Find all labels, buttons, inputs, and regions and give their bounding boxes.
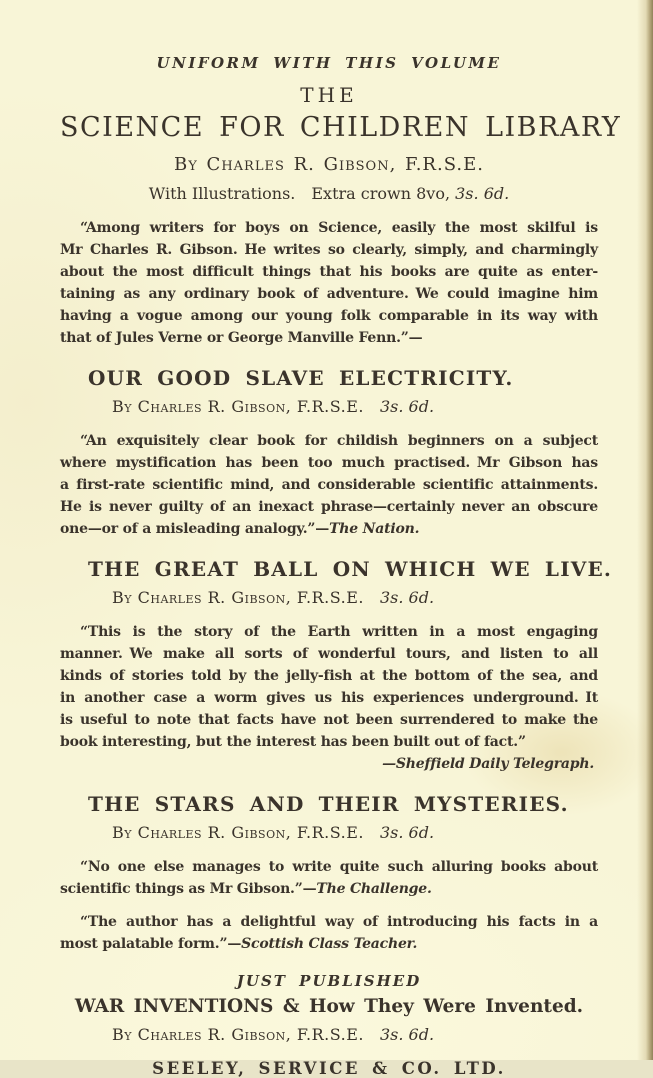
quote-line: in another case a worm gives us his experiences underground. It [60, 690, 598, 706]
quote-line: “No one else manages to write quite such alluring books about [80, 859, 598, 875]
quote-line: “An exquisitely clear book for childish beginners on a subject [80, 433, 598, 449]
book-review-quote [60, 430, 598, 540]
book-review-quote [60, 621, 598, 775]
review-source: —Sheffield Daily Telegraph. [382, 756, 594, 772]
book-section-electricity [60, 366, 598, 540]
just-published-note: JUST PUBLISHED [236, 972, 422, 990]
book-title: OUR GOOD SLAVE ELECTRICITY. [88, 366, 514, 390]
book-byline [60, 588, 598, 607]
series-title: SCIENCE FOR CHILDREN LIBRARY [60, 112, 622, 143]
book-byline [60, 1025, 598, 1044]
quote-line: that of Jules Verne or George Manville Fenn.”— [60, 330, 423, 346]
book-section-great-ball [60, 557, 613, 775]
quote-line: “The author has a delightful way of introducing his facts in a [80, 914, 598, 930]
format-text: With Illustrations. Extra crown 8vo, [148, 184, 456, 203]
quote-line: taining as any ordinary book of adventure. We could imagine him [60, 286, 598, 302]
byline-author: By Charles R. Gibson, F.R.S.E. [112, 1025, 364, 1044]
review-source: The Challenge. [316, 881, 432, 897]
new-book-title: WAR INVENTIONS & How They Were Invented. [74, 996, 584, 1017]
byline-author: By Charles R. Gibson, F.R.S.E. [112, 397, 364, 416]
price-text: 3s. 6d. [455, 184, 510, 203]
quote-line: is useful to note that facts have not been surrendered to make the [60, 712, 598, 728]
quote-last-line [60, 878, 598, 900]
quote-line: “Among writers for boys on Science, easily the most skilful is [80, 220, 598, 236]
book-byline [60, 823, 598, 842]
series-review-quote [60, 217, 598, 349]
byline-price: 3s. 6d. [379, 588, 435, 607]
series-title-article: THE [300, 83, 358, 107]
publisher-imprint: SEELEY, SERVICE & CO. LTD. [152, 1059, 506, 1078]
byline-price: 3s. 6d. [379, 397, 435, 416]
byline-price: 3s. 6d. [379, 1025, 435, 1044]
quote-line: where mystification has been too much practised. Mr Gibson has [60, 455, 598, 471]
quote-line: manner. We make all sorts of wonderful tours, and listen to all [60, 646, 598, 662]
book-review-quote [60, 856, 598, 900]
byline-author: By Charles R. Gibson, F.R.S.E. [112, 588, 364, 607]
quote-line: “This is the story of the Earth written in a most engaging [80, 624, 598, 640]
review-source: Scottish Class Teacher. [241, 936, 418, 952]
quote-line: kinds of stories told by the jelly-fish at the bottom of the sea, and [60, 668, 598, 684]
quote-line: Mr Charles R. Gibson. He writes so clearly, simply, and charmingly [60, 242, 598, 258]
quote-last-line: book interesting, but the interest has been built out of fact.” [60, 734, 526, 750]
page-edge-shadow [637, 0, 653, 1060]
quote-text: one—or of a misleading analogy.”— [60, 521, 330, 537]
book-byline [60, 397, 598, 416]
quote-text: scientific things as Mr Gibson.”— [60, 881, 317, 897]
quote-line: He is never guilty of an inexact phrase—certainly never an obscure [60, 499, 598, 515]
page-content [60, 54, 622, 1078]
review-source: The Nation. [329, 521, 420, 537]
book-title: THE GREAT BALL ON WHICH WE LIVE. [88, 557, 613, 581]
book-title: THE STARS AND THEIR MYSTERIES. [88, 792, 569, 816]
series-author: By Charles R. Gibson, F.R.S.E. [174, 154, 484, 175]
quote-last-line [60, 518, 598, 540]
quote-line: having a vogue among our young folk comparable in its way with [60, 308, 598, 324]
book-section-stars [60, 792, 598, 955]
byline-author: By Charles R. Gibson, F.R.S.E. [112, 823, 364, 842]
quote-text: most palatable form.”— [60, 936, 242, 952]
quote-last-line [60, 933, 598, 955]
quote-line: a first-rate scientific mind, and considerable scientific attainments. [60, 477, 598, 493]
series-format-line [60, 184, 598, 203]
byline-price: 3s. 6d. [379, 823, 435, 842]
book-review-quote [60, 911, 598, 955]
quote-line: about the most difficult things that his books are quite as enter- [60, 264, 598, 280]
series-note: UNIFORM WITH THIS VOLUME [156, 54, 502, 72]
